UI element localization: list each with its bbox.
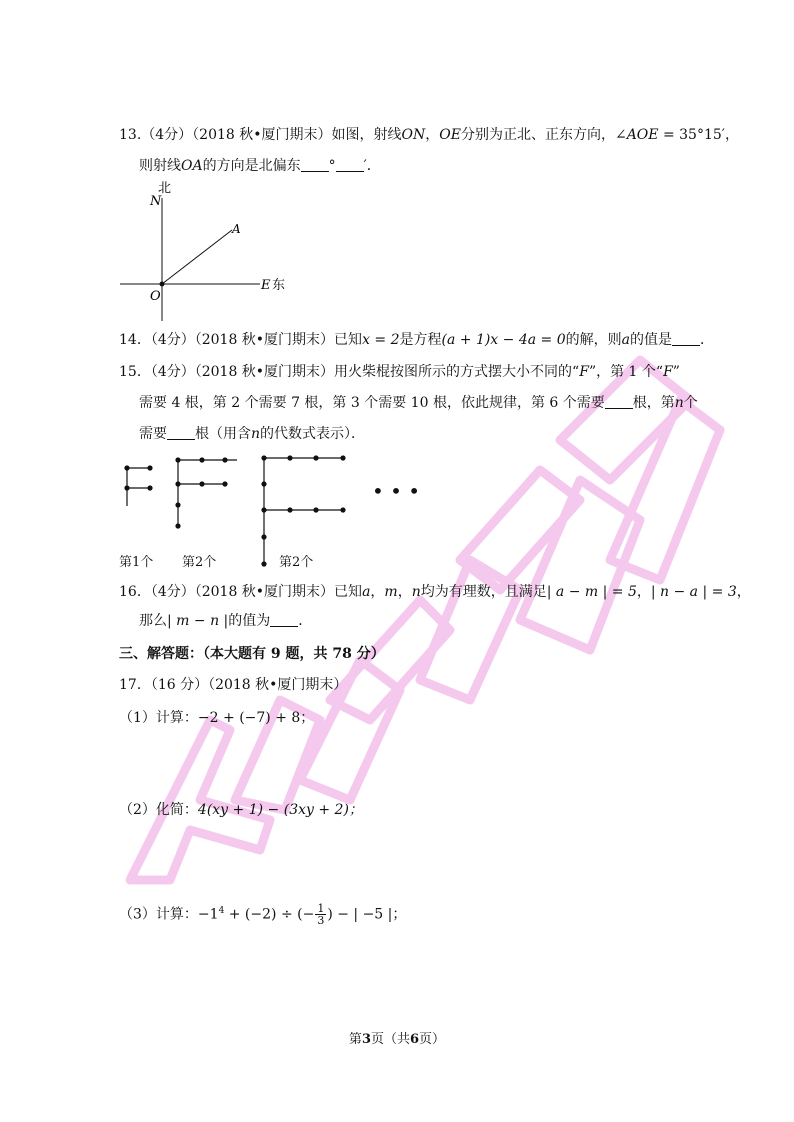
total-pages: 6 <box>410 1032 420 1047</box>
answer-blank[interactable] <box>336 157 364 172</box>
answer-blank[interactable] <box>301 157 329 172</box>
q15-var-n: n <box>674 395 684 411</box>
q13-text: 分别为正北、正东方向，∠ <box>460 127 627 143</box>
denominator: 3 <box>317 914 325 928</box>
q17-heading: 17．（16 分）（2018 秋•厦门期末） <box>119 677 348 693</box>
q15-text: 15．（4分）（2018 秋•厦门期末）用火柴棍按图所示的方式摆大小不同的“ <box>119 364 580 380</box>
q16-text: 的值为 <box>228 613 271 629</box>
q15-text: 个 <box>683 395 698 411</box>
q16-text: 均为有理数，且满足 <box>420 584 547 600</box>
q16-text: ． <box>298 613 313 629</box>
q14-eq2: (a + 1)x − 4a = 0 <box>441 332 566 348</box>
q16-line2 <box>139 611 312 631</box>
section-heading: 三、解答题：（本大题有 9 题，共 78 分） <box>119 646 385 662</box>
fraction <box>315 903 326 926</box>
q15-text: ”，第 1 个“ <box>588 364 664 380</box>
footer-text: 第 <box>348 1032 362 1047</box>
q13-ray-oe: OE <box>439 127 461 143</box>
q17-part2 <box>119 800 363 820</box>
q16-var: a <box>362 584 371 600</box>
q16-var: n <box>411 584 421 600</box>
q16-abs3: | m − n | <box>167 613 229 629</box>
q13-figure <box>110 176 310 326</box>
o-label: O <box>150 289 161 304</box>
q15-line1 <box>119 362 680 382</box>
q14-text: 14．（4分）（2018 秋•厦门期末）已知 <box>119 332 363 348</box>
q16-abs1: | a − m | = 5 <box>546 584 637 600</box>
q13-line1 <box>119 125 739 145</box>
q17-label: （1）计算： <box>119 710 198 726</box>
q17-expr: ) − | −5 |； <box>327 906 407 923</box>
q13-angle: AOE <box>626 127 659 143</box>
f-caption-2: 第2个 <box>182 555 217 570</box>
q17-part3 <box>119 896 406 930</box>
exponent: 4 <box>218 906 225 916</box>
q14-var: a <box>621 332 630 348</box>
q13-text: 13.（4分）（2018 秋•厦门期末）如图，射线 <box>119 127 402 143</box>
page-footer <box>0 1028 794 1047</box>
q16-abs2: | n − a | = 3 <box>650 584 737 600</box>
f-caption-3: 第2个 <box>279 555 314 570</box>
q17-label: （3）计算： <box>119 906 198 923</box>
numerator: 1 <box>317 902 325 916</box>
q16-text: 16．（4分）（2018 秋•厦门期末）已知 <box>119 584 363 600</box>
answer-blank[interactable] <box>605 394 633 409</box>
page-number: 3 <box>361 1032 371 1047</box>
a-label: A <box>232 222 241 236</box>
q17-label: （2）化简： <box>119 802 198 818</box>
answer-blank[interactable] <box>167 425 195 440</box>
q14-eq1: x = 2 <box>362 332 400 348</box>
q15-text: ” <box>672 364 680 380</box>
footer-text: 页（共 <box>370 1032 410 1047</box>
minute-symbol: ′． <box>363 158 381 174</box>
q13-ray-on: ON <box>401 127 426 143</box>
q14-line <box>119 330 714 350</box>
q14-text: 的值是 <box>630 332 672 348</box>
q14-text: ． <box>700 332 714 348</box>
q16-text: ， <box>370 584 385 600</box>
q13-ray-oa: OA <box>181 158 203 174</box>
ellipsis: • • • <box>372 479 421 503</box>
q16-text: ， <box>736 584 751 600</box>
q15-line3 <box>139 424 365 444</box>
q13-line2 <box>139 156 381 176</box>
f-figure-2 <box>176 458 237 528</box>
north-label: 北 <box>158 181 172 196</box>
answer-blank[interactable] <box>672 331 700 346</box>
q17-expr: + (−2) ÷ (− <box>224 906 315 923</box>
q15-text: 需要 4 根，第 2 个需要 7 根，第 3 个需要 10 根，依此规律，第 6 个需要 <box>139 395 605 411</box>
f-figure-1 <box>125 466 152 506</box>
q16-var: m <box>384 584 398 600</box>
east-label: 东 <box>272 278 286 293</box>
q14-text: 的解，则 <box>565 332 622 348</box>
q17-expr: 4(xy + 1) − (3xy + 2)； <box>197 802 363 818</box>
q16-text: 那么 <box>139 613 167 629</box>
origin-dot <box>160 282 165 287</box>
q13-text: 则射线 <box>139 158 181 174</box>
answer-blank[interactable] <box>270 612 298 627</box>
q15-text: 需要 <box>139 426 167 442</box>
degree-symbol: ° <box>328 158 336 174</box>
q13-text: 的方向是北偏东 <box>202 158 301 174</box>
q13-text: = 35°15′， <box>658 127 739 143</box>
q17-expr: −2 + (−7) + 8； <box>197 710 315 726</box>
q17-expr: −1 <box>197 906 219 923</box>
q14-text: 是方程 <box>399 332 442 348</box>
e-label: E <box>261 278 271 293</box>
q16-text: ， <box>636 584 651 600</box>
f-figure-3 <box>262 456 345 566</box>
n-label: N <box>150 194 162 209</box>
q15-text: 的代数式表示）． <box>260 426 366 442</box>
q13-text: ， <box>425 127 440 143</box>
f-caption-1: 第1个 <box>119 555 154 570</box>
q16-text: ， <box>397 584 412 600</box>
footer-text: 页） <box>419 1032 446 1047</box>
oa-ray <box>162 230 232 284</box>
q15-var-n: n <box>251 426 261 442</box>
q15-f: F <box>579 364 589 380</box>
q15-text: 根（用含 <box>195 426 251 442</box>
q15-figure <box>110 450 430 575</box>
q16-line1 <box>119 582 751 602</box>
q17-part1 <box>119 708 314 728</box>
q15-text: 根，第 <box>632 395 675 411</box>
q15-line2 <box>139 393 698 413</box>
q15-f: F <box>663 364 673 380</box>
